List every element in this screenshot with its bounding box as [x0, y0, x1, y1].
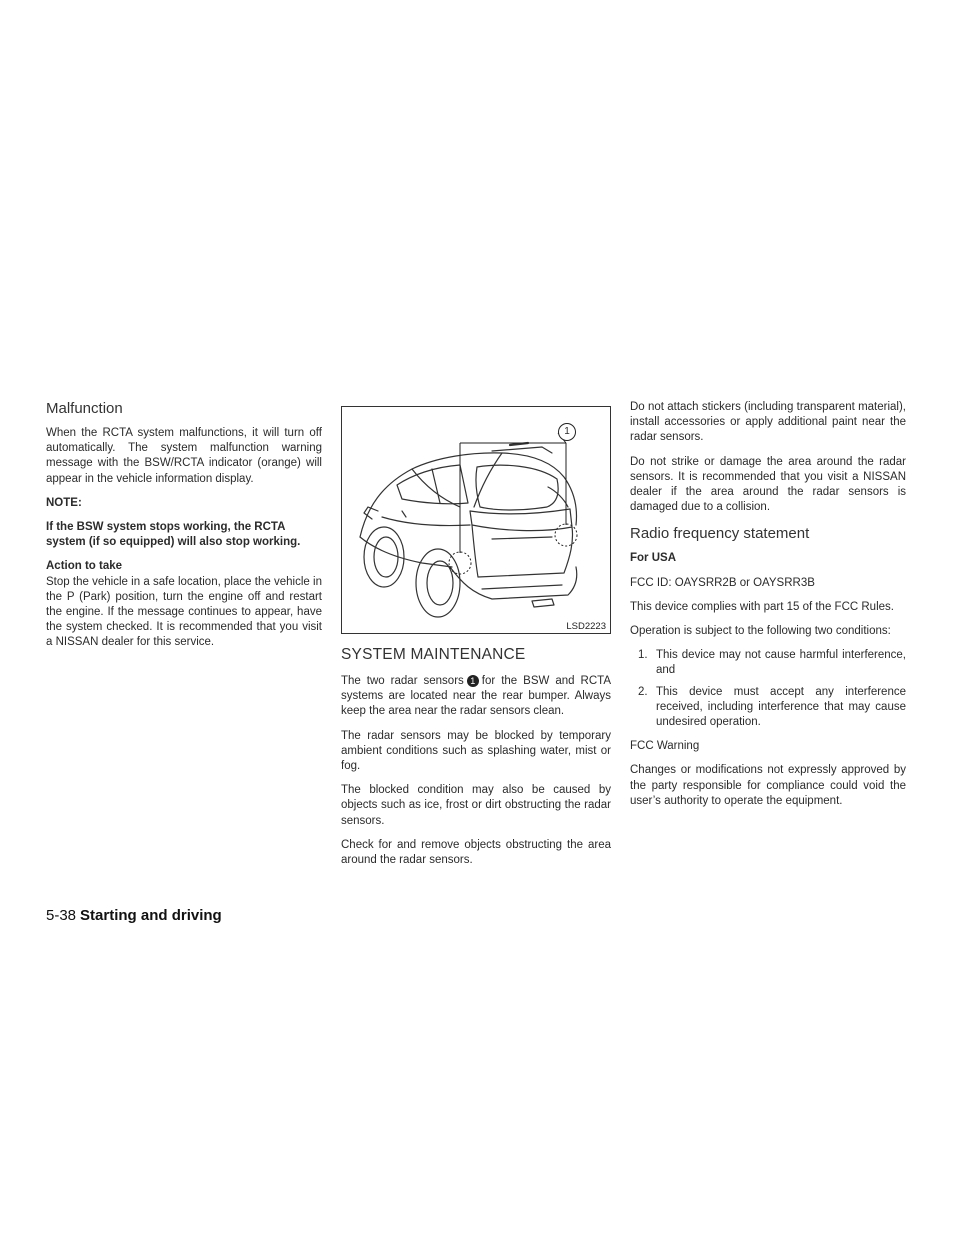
note-text: If the BSW system stops working, the RCTA system (if so equipped) will also stop working.	[46, 521, 301, 549]
condition-item	[630, 648, 906, 678]
action-label: Action to take	[46, 560, 123, 573]
operation-text: Operation is subject to the following two conditions:	[630, 625, 891, 638]
condition-number: 2.	[638, 685, 648, 698]
maintenance-p2: The radar sensors may be blocked by temporary ambient conditions such as splashing water, mist or fog.	[341, 729, 611, 773]
vehicle-rear-illustration	[342, 407, 610, 633]
action-text: Stop the vehicle in a safe location, place the vehicle in the P (Park) position, turn the engine off and restart the engine. If the message continues to appear, have the system checked. It is recommended that you visit a NISSAN dealer for this service.	[46, 575, 322, 649]
p1-text-after: for the BSW and RCTA systems are located near the rear bumper. Always keep the area near the radar sensors clean.	[341, 675, 611, 718]
maintenance-heading: SYSTEM MAINTENANCE	[341, 646, 526, 663]
malfunction-body: When the RCTA system malfunctions, it will turn off automatically. The system malfunction warning message with the BSW/RCTA indicator (orange) will appear in the vehicle information display.	[46, 427, 322, 485]
column-left	[46, 400, 322, 660]
callout-1-inline-icon: 1	[467, 675, 479, 687]
column-right	[630, 400, 906, 818]
page-number: 5-38	[46, 907, 77, 924]
maintenance-p1	[341, 674, 611, 720]
condition-item	[630, 685, 906, 731]
page-footer	[46, 907, 222, 924]
condition-text: This device may not cause harmful interference, and	[656, 649, 906, 677]
condition-number: 1.	[638, 649, 648, 662]
radar-sensor-figure	[341, 406, 611, 634]
callout-1-icon: 1	[558, 423, 576, 441]
complies-text: This device complies with part 15 of the FCC Rules.	[630, 600, 894, 613]
maintenance-p5: Do not attach stickers (including transparent material), install accessories or apply additional paint near the radar sensors.	[630, 401, 906, 444]
fcc-warning-text: Changes or modifications not expressly approved by the party responsible for compliance could void the user’s authority to operate the equipment.	[630, 764, 906, 807]
figure-code: LSD2223	[566, 621, 606, 632]
fcc-id: FCC ID: OAYSRR2B or OAYSRR3B	[630, 576, 815, 589]
maintenance-p6: Do not strike or damage the area around the radar sensors. It is recommended that you visit a NISSAN dealer if the area around the radar sensors is damaged due to a collision.	[630, 455, 906, 514]
note-label: NOTE:	[46, 496, 82, 509]
section-title: Starting and driving	[80, 907, 222, 924]
radio-heading: Radio frequency statement	[630, 525, 810, 543]
malfunction-heading: Malfunction	[46, 400, 123, 417]
conditions-list	[630, 648, 906, 730]
fcc-warning-label: FCC Warning	[630, 740, 700, 753]
maintenance-p3: The blocked condition may also be caused by objects such as ice, frost or dirt obstructing the radar sensors.	[341, 784, 611, 827]
condition-text: This device must accept any interference received, including interference that may cause undesired operation.	[656, 685, 906, 729]
maintenance-p4: Check for and remove objects obstructing the area around the radar sensors.	[341, 838, 611, 867]
radio-subheading: For USA	[630, 552, 676, 565]
column-middle	[341, 400, 611, 877]
p1-text-before: The two radar sensors	[341, 675, 464, 687]
